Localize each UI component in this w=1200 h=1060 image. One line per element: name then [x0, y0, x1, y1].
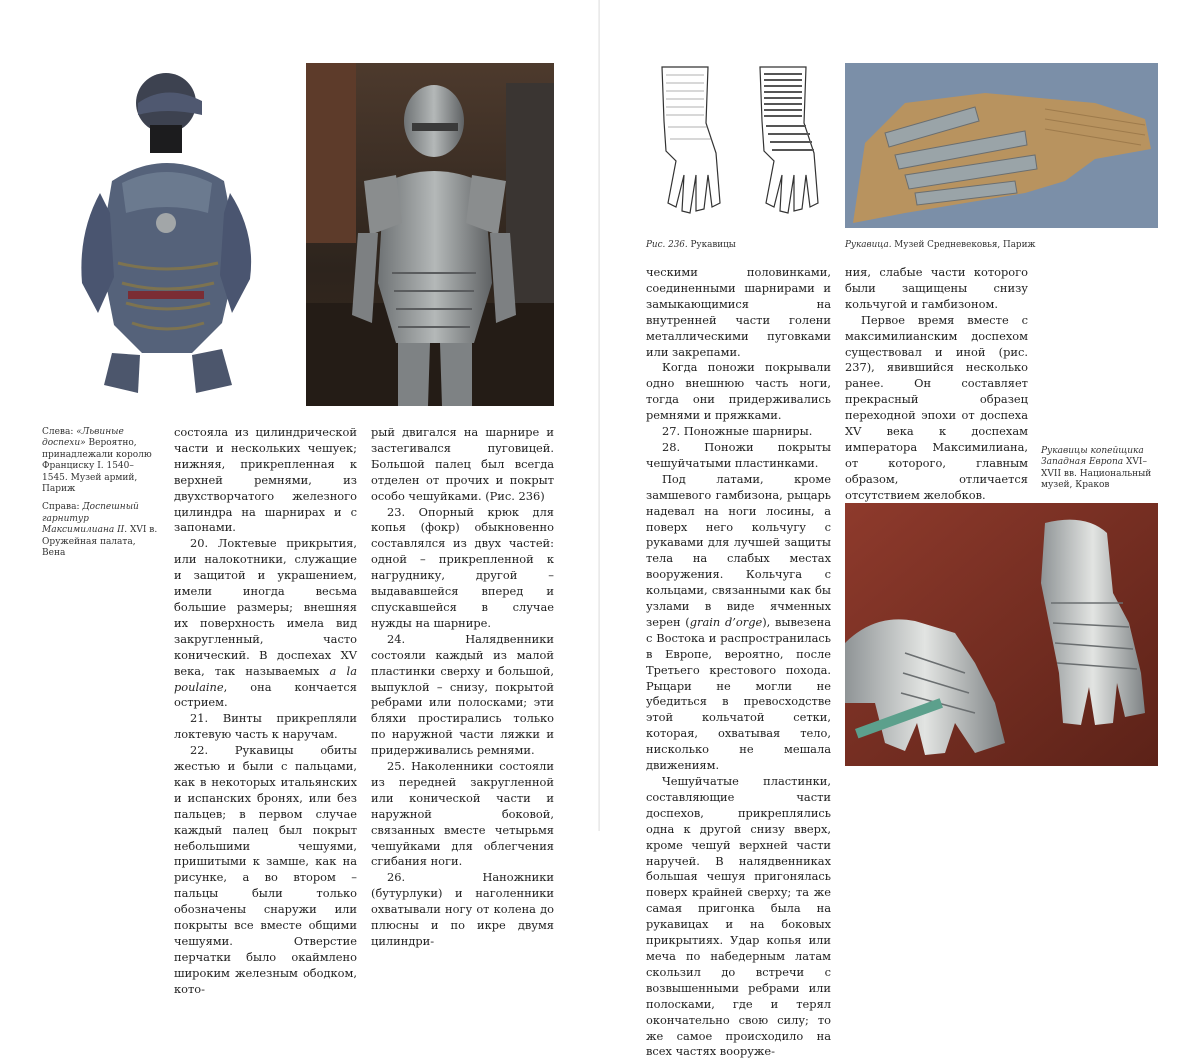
- glove-museum-photo: [845, 63, 1158, 228]
- paragraph: 25. Наколенники состояли из передней закругленной или конической части и наружной боковой, связанных вместе четырьмя чешуйками для облегчения сгибания ноги.: [371, 759, 554, 869]
- paragraph-text: ), вывезена с Востока и распространилась в Европе, вероятно, после Третьего крестового похода. Рыцари не могли не убедиться в превосходстве этой кольчатой сетки, которая, охватывая тело, нисколько не мешала движениям.: [646, 614, 831, 773]
- fig-236-caption: [646, 240, 736, 250]
- paragraph: 27. Поножные шарниры.: [662, 424, 813, 439]
- caption-left-prefix: Слева:: [42, 427, 77, 437]
- paragraph-text: 20. Локтевые прикрытия, или налокотники, служащие и защитой и украшением, имели иногда весьма большие размеры; внешняя их поверхность имела вид закругленный, часто конический. В доспехах XV века, так называемых: [174, 536, 357, 678]
- caption-left-text: Вероятно, принадлежали королю Франциску I. 1540–1545. Музей армий, Париж: [42, 438, 152, 495]
- glove-caption-title: Рукавица.: [845, 240, 892, 250]
- text-column-1: [174, 425, 357, 998]
- caption-right-title: Доспешный гарнитур Максимилиана II.: [42, 502, 139, 536]
- caption-left-title: «Львиные доспехи»: [42, 427, 124, 449]
- paragraph: состояла из цилиндрической части и нескольких чешуек; нижняя, прикрепленная к верхней ремнями, из двухстворчатого железного цилиндра на шарнирах и с запонами.: [174, 425, 357, 535]
- paragraph: 28. Поножи покрыты чешуйчатыми пластинками.: [646, 439, 831, 470]
- right-page: [600, 0, 1200, 1059]
- glove-caption-text: Музей Средневековья, Париж: [891, 240, 1036, 250]
- paragraph: ческими половинками, соединенными шарнирами и замыкающимися на внутренней части голени металлическими пуговками или закрепами.: [646, 265, 831, 359]
- left-page: [0, 0, 600, 996]
- glove-caption: [845, 240, 1036, 250]
- paragraph: 26. Наножники (бутурлуки) и наголенники охватывали ногу от колена до плюсны и по икре двумя цилиндри-: [371, 870, 554, 948]
- paragraph: 21. Винты прикрепляли локтевую часть к наручам.: [174, 711, 357, 742]
- paragraph: [174, 536, 357, 711]
- side-caption-title: Рукавицы копейщика Западная Европа: [1041, 446, 1144, 468]
- fig-236-title: Рукавицы: [687, 240, 736, 250]
- paragraph: [646, 472, 831, 774]
- paragraph: Когда поножи покрывали одно внешнюю часть ноги, тогда они придерживались ремнями и пряжками.: [646, 360, 831, 423]
- paragraph-text: Под латами, кроме замшевого гамбизона, рыцарь надевал на ноги лосины, а поверх него кольчугу с рукавами для лучшей защиты тела на слабых местах вооружения. Кольчуга с кольцами, связанными как бы узлами в виде ячменных зерен (: [646, 471, 831, 629]
- caption-right-text: XVI в. Оружейная палата, Вена: [42, 525, 158, 559]
- fig-236-number: Рис. 236.: [646, 240, 688, 250]
- paragraph-italic: a la poulaine: [174, 663, 357, 694]
- paragraph: 22. Рукавицы обиты жестью и были с пальцами, как в некоторых итальянских и испанских бронях, или без пальцев; в первом случае каждый палец был покрыт небольшими чешуями, пришитыми к замше, как на рисунке, а во втором – пальцы были только обозначены снаружи или покрыты все вместе общими чешуями. Отверстие перчатки было окаймлено широким железным ободком, кото-: [174, 743, 357, 996]
- paragraph: 23. Опорный крюк для копья (фокр) обыкновенно составлялся из двух частей: одной – прикрепленной к нагруднику, другой – выдававшейся вперед и спускавшейся в случае нужды на шарнире.: [371, 504, 554, 630]
- side-caption-text: XVI–XVII вв. Национальный музей, Краков: [1041, 457, 1152, 491]
- paragraph-italic: grain d’orge: [689, 614, 763, 629]
- text-column-2: [371, 425, 554, 950]
- maximilian-armor-photo: [306, 63, 554, 406]
- paragraph: Первое время вместе с максимилианским доспехом существовал и иной (рис. 237), явившийся несколько ранее. Он составляет прекрасный образец переходной эпохи от доспеха XV века к доспехам императора Максимилиана, от которого, главным образом, отличается отсутствием желобков.: [845, 312, 1028, 502]
- paragraph: 24. Налядвенники состояли каждый из малой пластинки сверху и большой, выпуклой – снизу, покрытой ребрами или полосками; эти бляхи простирались только по наружной части ляжки и придерживались ремнями.: [371, 631, 554, 758]
- paragraph: ния, слабые части которого были защищены снизу кольчугой и гамбизоном.: [845, 265, 1028, 311]
- side-caption: [1041, 446, 1159, 492]
- lancer-gauntlets-photo: [845, 503, 1158, 766]
- lion-armor-photo: [42, 63, 289, 406]
- glove-drawing-figure: [646, 63, 832, 223]
- paragraph: Чешуйчатые пластинки, составляющие части доспехов, прикреплялись одна к другой снизу вверх, кроме чешуй верхней части наручей. В налядвенниках большая чешуя пригонялась поверх крайней сверху; та же самая пригонка была на рукавицах и на боковых прикрытиях. Удар копья или меча по набедерным латам скользил до встречи с возвышенными ребрами или полосками, где и терял окончательно свою силу; то же самое происходило на всех частях вооруже-: [646, 774, 831, 1059]
- paragraph-text: , она кончается острием.: [174, 679, 357, 710]
- text-column-3: [646, 265, 831, 1060]
- paragraph: рый двигался на шарнире и застегивался пуговицей. Большой палец был всегда отделен от прочих и покрыт особо чешуйками. (Рис. 236): [371, 425, 554, 503]
- left-figure-caption: [42, 427, 158, 566]
- caption-right-prefix: Справа:: [42, 502, 83, 513]
